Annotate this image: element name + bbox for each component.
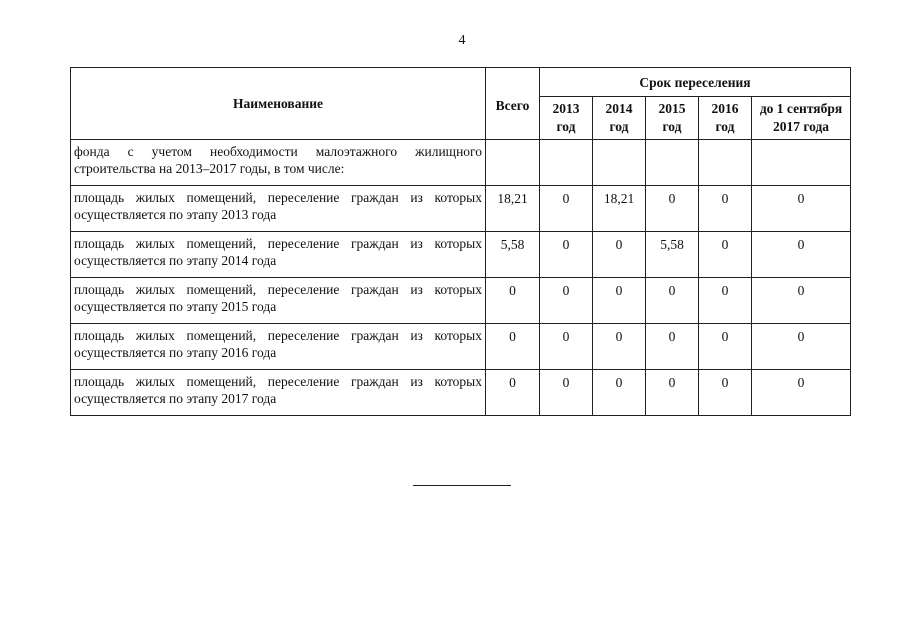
header-year-2013: 2013 год — [540, 97, 593, 140]
resettlement-table — [70, 67, 851, 416]
cell-2017: 0 — [752, 278, 851, 324]
row-name: фонда с учетом необходимости малоэтажного жилищного строительства на 2013–2017 годы, в том числе: — [71, 140, 486, 186]
cell-2015 — [646, 140, 699, 186]
row-name: площадь жилых помещений, переселение граждан из которых осуществляется по этапу 2016 года — [71, 324, 486, 370]
cell-2014: 18,21 — [593, 186, 646, 232]
cell-total: 18,21 — [486, 186, 540, 232]
cell-2013: 0 — [540, 232, 593, 278]
header-total: Всего — [486, 68, 540, 140]
cell-2013: 0 — [540, 278, 593, 324]
table-row — [71, 278, 851, 324]
cell-2013: 0 — [540, 324, 593, 370]
table-row — [71, 232, 851, 278]
cell-2015: 0 — [646, 324, 699, 370]
header-year-2016: 2016 год — [699, 97, 752, 140]
table-row — [71, 186, 851, 232]
cell-2015: 0 — [646, 186, 699, 232]
cell-2014: 0 — [593, 232, 646, 278]
cell-2014 — [593, 140, 646, 186]
cell-2014: 0 — [593, 278, 646, 324]
cell-2013: 0 — [540, 186, 593, 232]
page-number: 4 — [458, 33, 466, 48]
header-resettlement-period: Срок переселения — [540, 68, 851, 97]
cell-2015: 0 — [646, 370, 699, 416]
table-row — [71, 370, 851, 416]
cell-2013: 0 — [540, 370, 593, 416]
cell-2013 — [540, 140, 593, 186]
cell-2017: 0 — [752, 370, 851, 416]
cell-2017: 0 — [752, 324, 851, 370]
row-name: площадь жилых помещений, переселение граждан из которых осуществляется по этапу 2013 года — [71, 186, 486, 232]
row-name: площадь жилых помещений, переселение граждан из которых осуществляется по этапу 2014 года — [71, 232, 486, 278]
cell-2015: 0 — [646, 278, 699, 324]
cell-2016: 0 — [699, 232, 752, 278]
cell-2016: 0 — [699, 278, 752, 324]
footer-divider — [413, 485, 511, 486]
cell-total — [486, 140, 540, 186]
row-name: площадь жилых помещений, переселение граждан из которых осуществляется по этапу 2017 года — [71, 370, 486, 416]
cell-2017 — [752, 140, 851, 186]
cell-2016: 0 — [699, 186, 752, 232]
cell-total: 0 — [486, 278, 540, 324]
header-year-2017: до 1 сентября 2017 года — [752, 97, 851, 140]
cell-2016: 0 — [699, 324, 752, 370]
cell-2017: 0 — [752, 232, 851, 278]
cell-2015: 5,58 — [646, 232, 699, 278]
table-row — [71, 140, 851, 186]
cell-2016 — [699, 140, 752, 186]
cell-total: 5,58 — [486, 232, 540, 278]
cell-2017: 0 — [752, 186, 851, 232]
header-year-2015: 2015 год — [646, 97, 699, 140]
cell-2014: 0 — [593, 324, 646, 370]
cell-2014: 0 — [593, 370, 646, 416]
cell-total: 0 — [486, 370, 540, 416]
header-year-2014: 2014 год — [593, 97, 646, 140]
cell-total: 0 — [486, 324, 540, 370]
table-row — [71, 324, 851, 370]
row-name: площадь жилых помещений, переселение граждан из которых осуществляется по этапу 2015 года — [71, 278, 486, 324]
header-name: Наименование — [71, 68, 486, 140]
cell-2016: 0 — [699, 370, 752, 416]
